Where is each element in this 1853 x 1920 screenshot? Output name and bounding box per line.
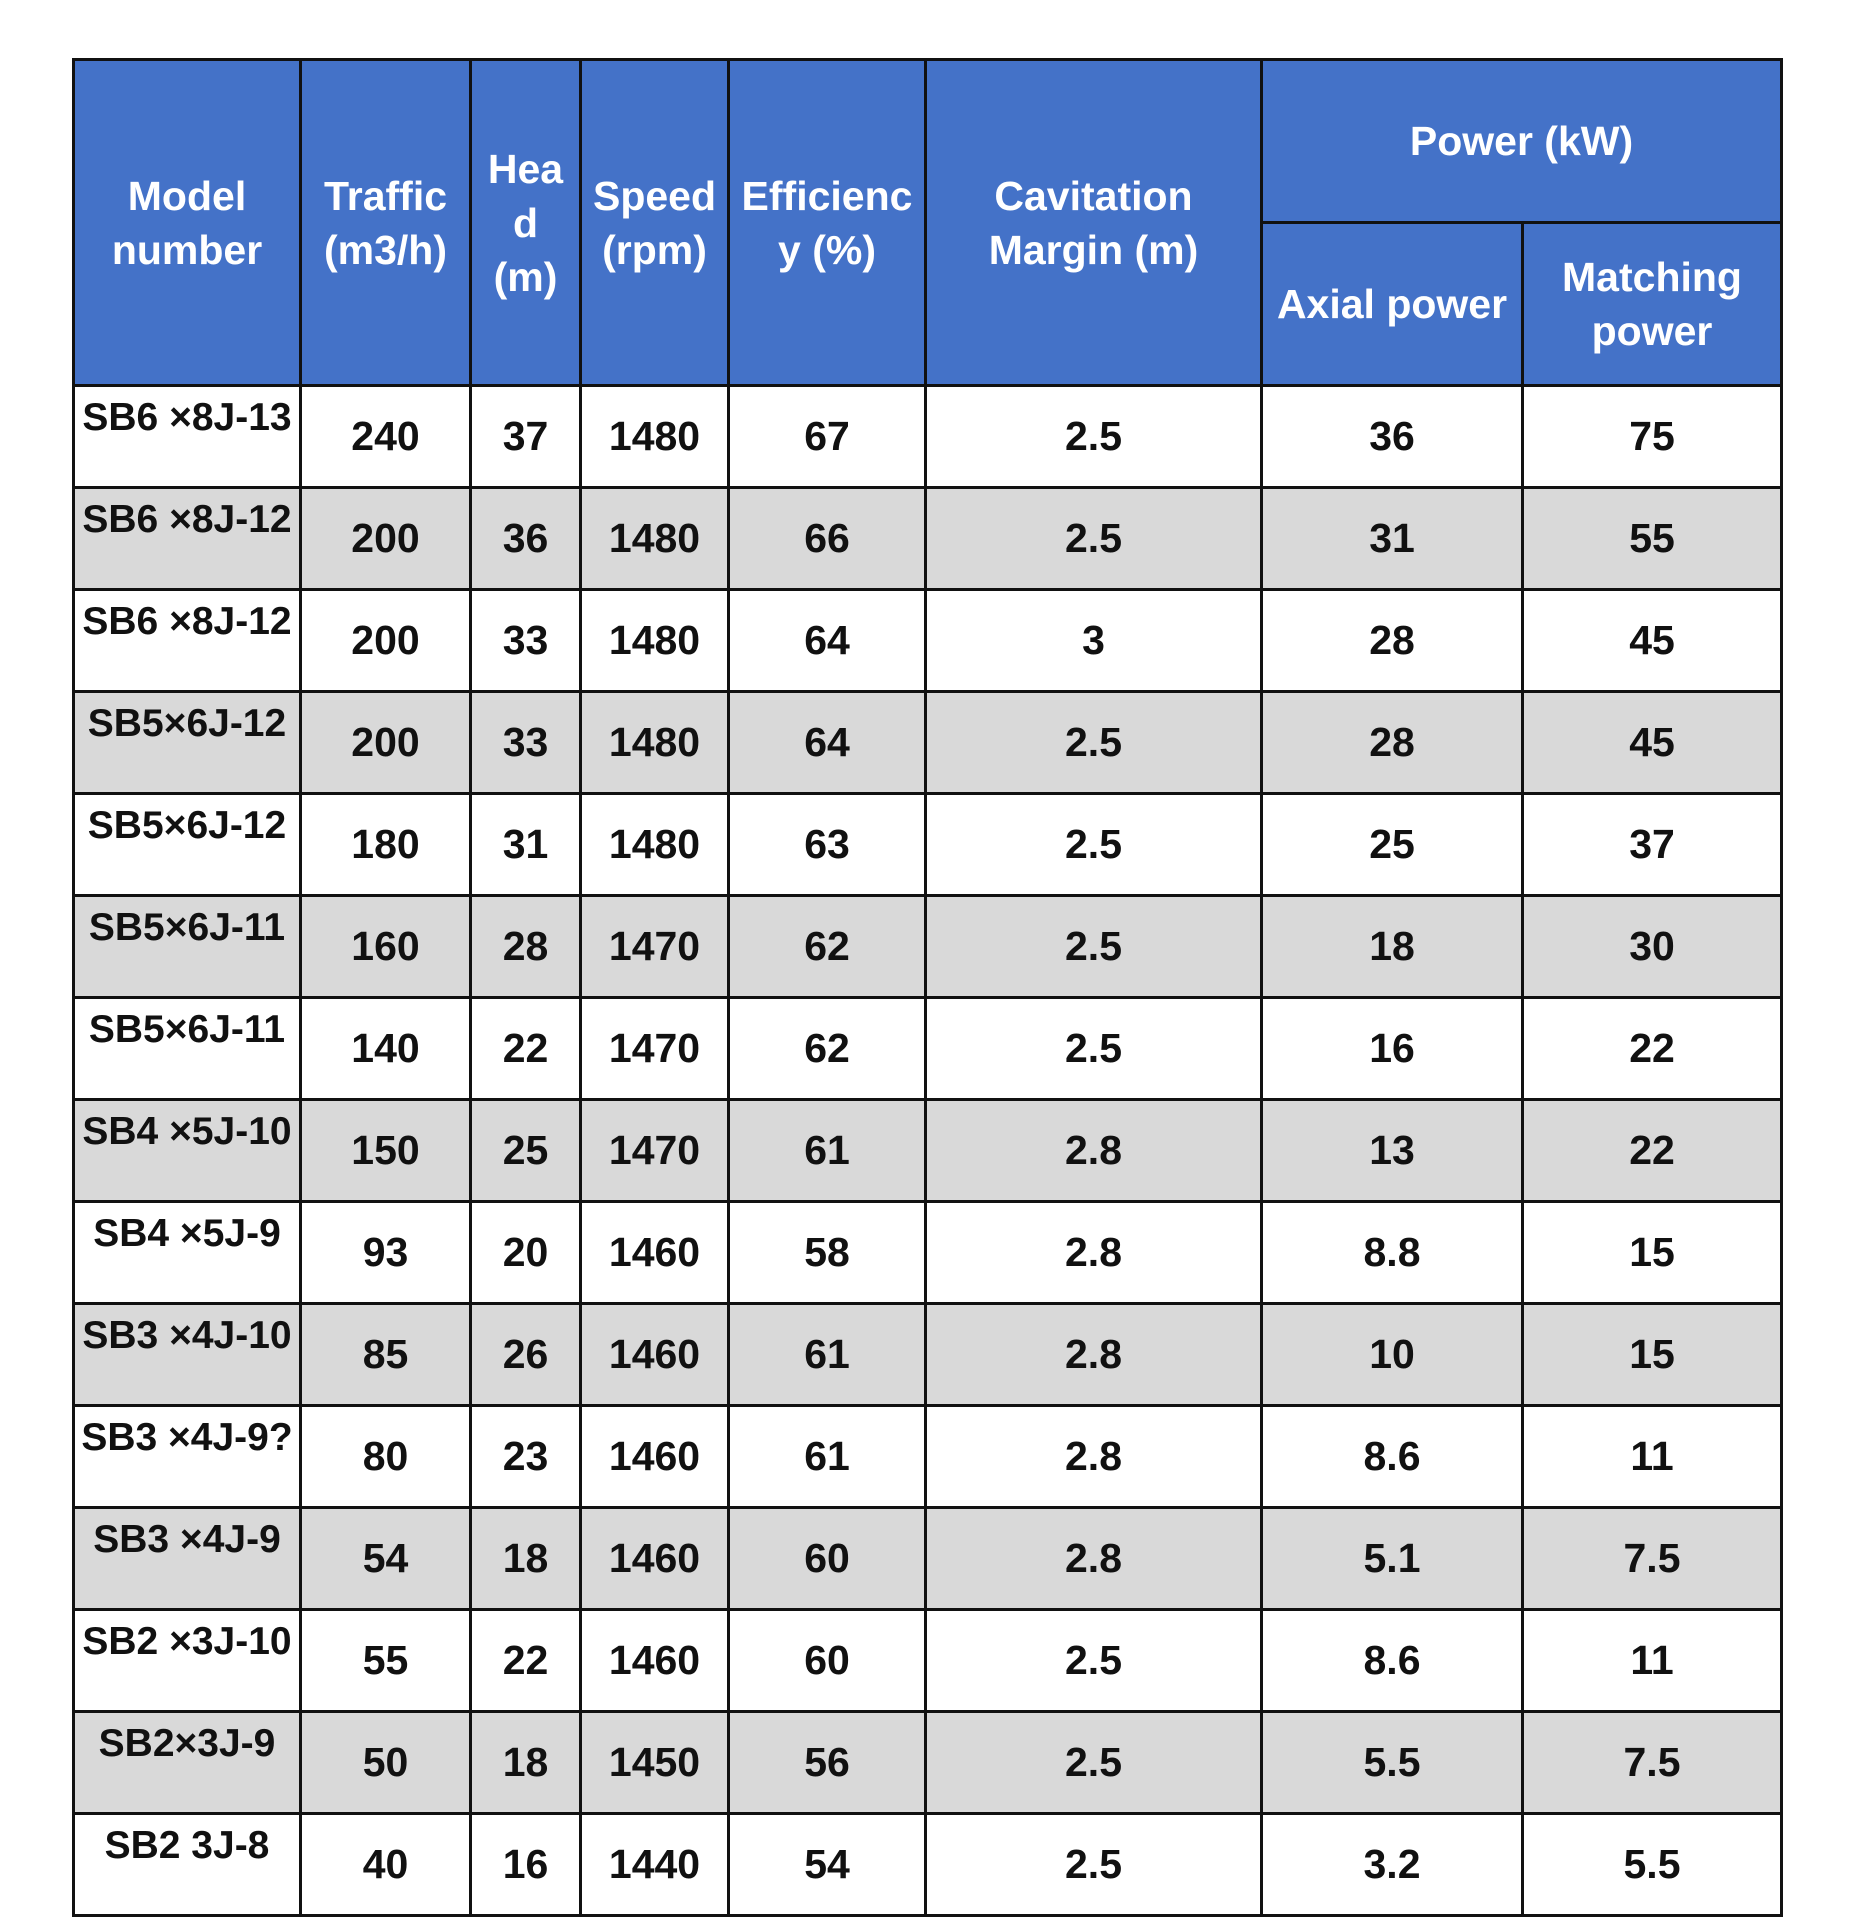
pump-spec-table	[72, 58, 1783, 1917]
cell-cavitation: 2.5	[926, 692, 1262, 794]
cell-traffic: 140	[301, 998, 471, 1100]
cell-model: SB6 ×8J-12	[74, 488, 301, 590]
cell-model: SB5×6J-11	[74, 896, 301, 998]
cell-traffic: 40	[301, 1814, 471, 1916]
cell-axial: 10	[1262, 1304, 1523, 1406]
cell-speed: 1440	[581, 1814, 729, 1916]
cell-head: 28	[471, 896, 581, 998]
cell-cavitation: 2.8	[926, 1304, 1262, 1406]
cell-cavitation: 2.5	[926, 1814, 1262, 1916]
cell-axial: 13	[1262, 1100, 1523, 1202]
cell-matching: 30	[1523, 896, 1782, 998]
cell-axial: 31	[1262, 488, 1523, 590]
cell-head: 36	[471, 488, 581, 590]
cell-model: SB6 ×8J-13	[74, 386, 301, 488]
cell-cavitation: 3	[926, 590, 1262, 692]
cell-axial: 5.1	[1262, 1508, 1523, 1610]
cell-axial: 25	[1262, 794, 1523, 896]
table-row	[74, 590, 1782, 692]
cell-speed: 1460	[581, 1304, 729, 1406]
cell-matching: 11	[1523, 1610, 1782, 1712]
cell-traffic: 200	[301, 590, 471, 692]
cell-efficiency: 67	[729, 386, 926, 488]
pump-spec-table-container	[72, 58, 1780, 1917]
cell-axial: 8.6	[1262, 1610, 1523, 1712]
table-row	[74, 386, 1782, 488]
cell-cavitation: 2.8	[926, 1406, 1262, 1508]
cell-axial: 8.6	[1262, 1406, 1523, 1508]
cell-cavitation: 2.8	[926, 1508, 1262, 1610]
cell-cavitation: 2.5	[926, 386, 1262, 488]
table-row	[74, 692, 1782, 794]
header-axial-power: Axial power	[1262, 223, 1523, 386]
cell-model: SB2 3J-8	[74, 1814, 301, 1916]
cell-axial: 16	[1262, 998, 1523, 1100]
table-row	[74, 1100, 1782, 1202]
cell-axial: 28	[1262, 590, 1523, 692]
table-row	[74, 1814, 1782, 1916]
cell-traffic: 240	[301, 386, 471, 488]
cell-matching: 37	[1523, 794, 1782, 896]
cell-head: 18	[471, 1712, 581, 1814]
header-efficiency: Efficienc y (%)	[729, 60, 926, 386]
cell-speed: 1480	[581, 386, 729, 488]
cell-model: SB6 ×8J-12	[74, 590, 301, 692]
header-traffic: Traffic (m3/h)	[301, 60, 471, 386]
cell-axial: 5.5	[1262, 1712, 1523, 1814]
cell-efficiency: 66	[729, 488, 926, 590]
header-matching-power: Matching power	[1523, 223, 1782, 386]
cell-matching: 7.5	[1523, 1712, 1782, 1814]
cell-efficiency: 61	[729, 1100, 926, 1202]
cell-traffic: 160	[301, 896, 471, 998]
cell-axial: 8.8	[1262, 1202, 1523, 1304]
table-row	[74, 488, 1782, 590]
cell-speed: 1460	[581, 1202, 729, 1304]
cell-efficiency: 61	[729, 1304, 926, 1406]
table-row	[74, 1304, 1782, 1406]
cell-traffic: 55	[301, 1610, 471, 1712]
cell-head: 33	[471, 692, 581, 794]
table-row	[74, 998, 1782, 1100]
cell-head: 37	[471, 386, 581, 488]
table-row	[74, 1406, 1782, 1508]
cell-axial: 3.2	[1262, 1814, 1523, 1916]
cell-traffic: 50	[301, 1712, 471, 1814]
cell-traffic: 150	[301, 1100, 471, 1202]
cell-matching: 15	[1523, 1304, 1782, 1406]
cell-matching: 55	[1523, 488, 1782, 590]
cell-model: SB5×6J-11	[74, 998, 301, 1100]
cell-traffic: 54	[301, 1508, 471, 1610]
cell-speed: 1450	[581, 1712, 729, 1814]
table-row	[74, 794, 1782, 896]
cell-speed: 1470	[581, 896, 729, 998]
cell-traffic: 180	[301, 794, 471, 896]
cell-speed: 1480	[581, 488, 729, 590]
cell-efficiency: 64	[729, 692, 926, 794]
cell-cavitation: 2.5	[926, 794, 1262, 896]
cell-head: 22	[471, 998, 581, 1100]
cell-axial: 36	[1262, 386, 1523, 488]
cell-efficiency: 54	[729, 1814, 926, 1916]
cell-head: 25	[471, 1100, 581, 1202]
cell-matching: 22	[1523, 1100, 1782, 1202]
table-row	[74, 1202, 1782, 1304]
cell-matching: 5.5	[1523, 1814, 1782, 1916]
header-row-top	[74, 60, 1782, 223]
cell-matching: 11	[1523, 1406, 1782, 1508]
cell-model: SB2×3J-9	[74, 1712, 301, 1814]
cell-head: 23	[471, 1406, 581, 1508]
cell-efficiency: 64	[729, 590, 926, 692]
header-power-group: Power (kW)	[1262, 60, 1782, 223]
cell-matching: 7.5	[1523, 1508, 1782, 1610]
cell-efficiency: 58	[729, 1202, 926, 1304]
cell-speed: 1470	[581, 1100, 729, 1202]
header-cavitation-margin: Cavitation Margin (m)	[926, 60, 1262, 386]
header-head: Hea d (m)	[471, 60, 581, 386]
cell-cavitation: 2.5	[926, 998, 1262, 1100]
cell-speed: 1460	[581, 1610, 729, 1712]
cell-head: 22	[471, 1610, 581, 1712]
table-body	[74, 386, 1782, 1916]
table-row	[74, 1610, 1782, 1712]
cell-cavitation: 2.8	[926, 1202, 1262, 1304]
cell-traffic: 85	[301, 1304, 471, 1406]
cell-speed: 1470	[581, 998, 729, 1100]
cell-cavitation: 2.5	[926, 896, 1262, 998]
cell-head: 20	[471, 1202, 581, 1304]
cell-head: 16	[471, 1814, 581, 1916]
cell-model: SB5×6J-12	[74, 794, 301, 896]
cell-head: 33	[471, 590, 581, 692]
cell-matching: 15	[1523, 1202, 1782, 1304]
cell-efficiency: 60	[729, 1508, 926, 1610]
cell-efficiency: 63	[729, 794, 926, 896]
cell-efficiency: 61	[729, 1406, 926, 1508]
cell-matching: 45	[1523, 590, 1782, 692]
cell-efficiency: 56	[729, 1712, 926, 1814]
cell-speed: 1480	[581, 590, 729, 692]
cell-head: 18	[471, 1508, 581, 1610]
cell-cavitation: 2.5	[926, 1712, 1262, 1814]
cell-matching: 45	[1523, 692, 1782, 794]
table-row	[74, 1712, 1782, 1814]
cell-head: 26	[471, 1304, 581, 1406]
cell-speed: 1460	[581, 1508, 729, 1610]
table-row	[74, 896, 1782, 998]
cell-efficiency: 62	[729, 998, 926, 1100]
cell-cavitation: 2.5	[926, 1610, 1262, 1712]
cell-matching: 22	[1523, 998, 1782, 1100]
cell-speed: 1480	[581, 692, 729, 794]
cell-axial: 18	[1262, 896, 1523, 998]
cell-traffic: 93	[301, 1202, 471, 1304]
cell-model: SB5×6J-12	[74, 692, 301, 794]
header-model-number: Model number	[74, 60, 301, 386]
cell-model: SB4 ×5J-10	[74, 1100, 301, 1202]
cell-efficiency: 60	[729, 1610, 926, 1712]
cell-cavitation: 2.5	[926, 488, 1262, 590]
cell-traffic: 80	[301, 1406, 471, 1508]
cell-head: 31	[471, 794, 581, 896]
cell-model: SB3 ×4J-9	[74, 1508, 301, 1610]
cell-axial: 28	[1262, 692, 1523, 794]
cell-matching: 75	[1523, 386, 1782, 488]
cell-model: SB4 ×5J-9	[74, 1202, 301, 1304]
cell-model: SB3 ×4J-10	[74, 1304, 301, 1406]
cell-model: SB2 ×3J-10	[74, 1610, 301, 1712]
cell-traffic: 200	[301, 692, 471, 794]
header-speed: Speed (rpm)	[581, 60, 729, 386]
cell-traffic: 200	[301, 488, 471, 590]
cell-speed: 1480	[581, 794, 729, 896]
cell-cavitation: 2.8	[926, 1100, 1262, 1202]
cell-speed: 1460	[581, 1406, 729, 1508]
cell-model: SB3 ×4J-9?	[74, 1406, 301, 1508]
table-row	[74, 1508, 1782, 1610]
cell-efficiency: 62	[729, 896, 926, 998]
